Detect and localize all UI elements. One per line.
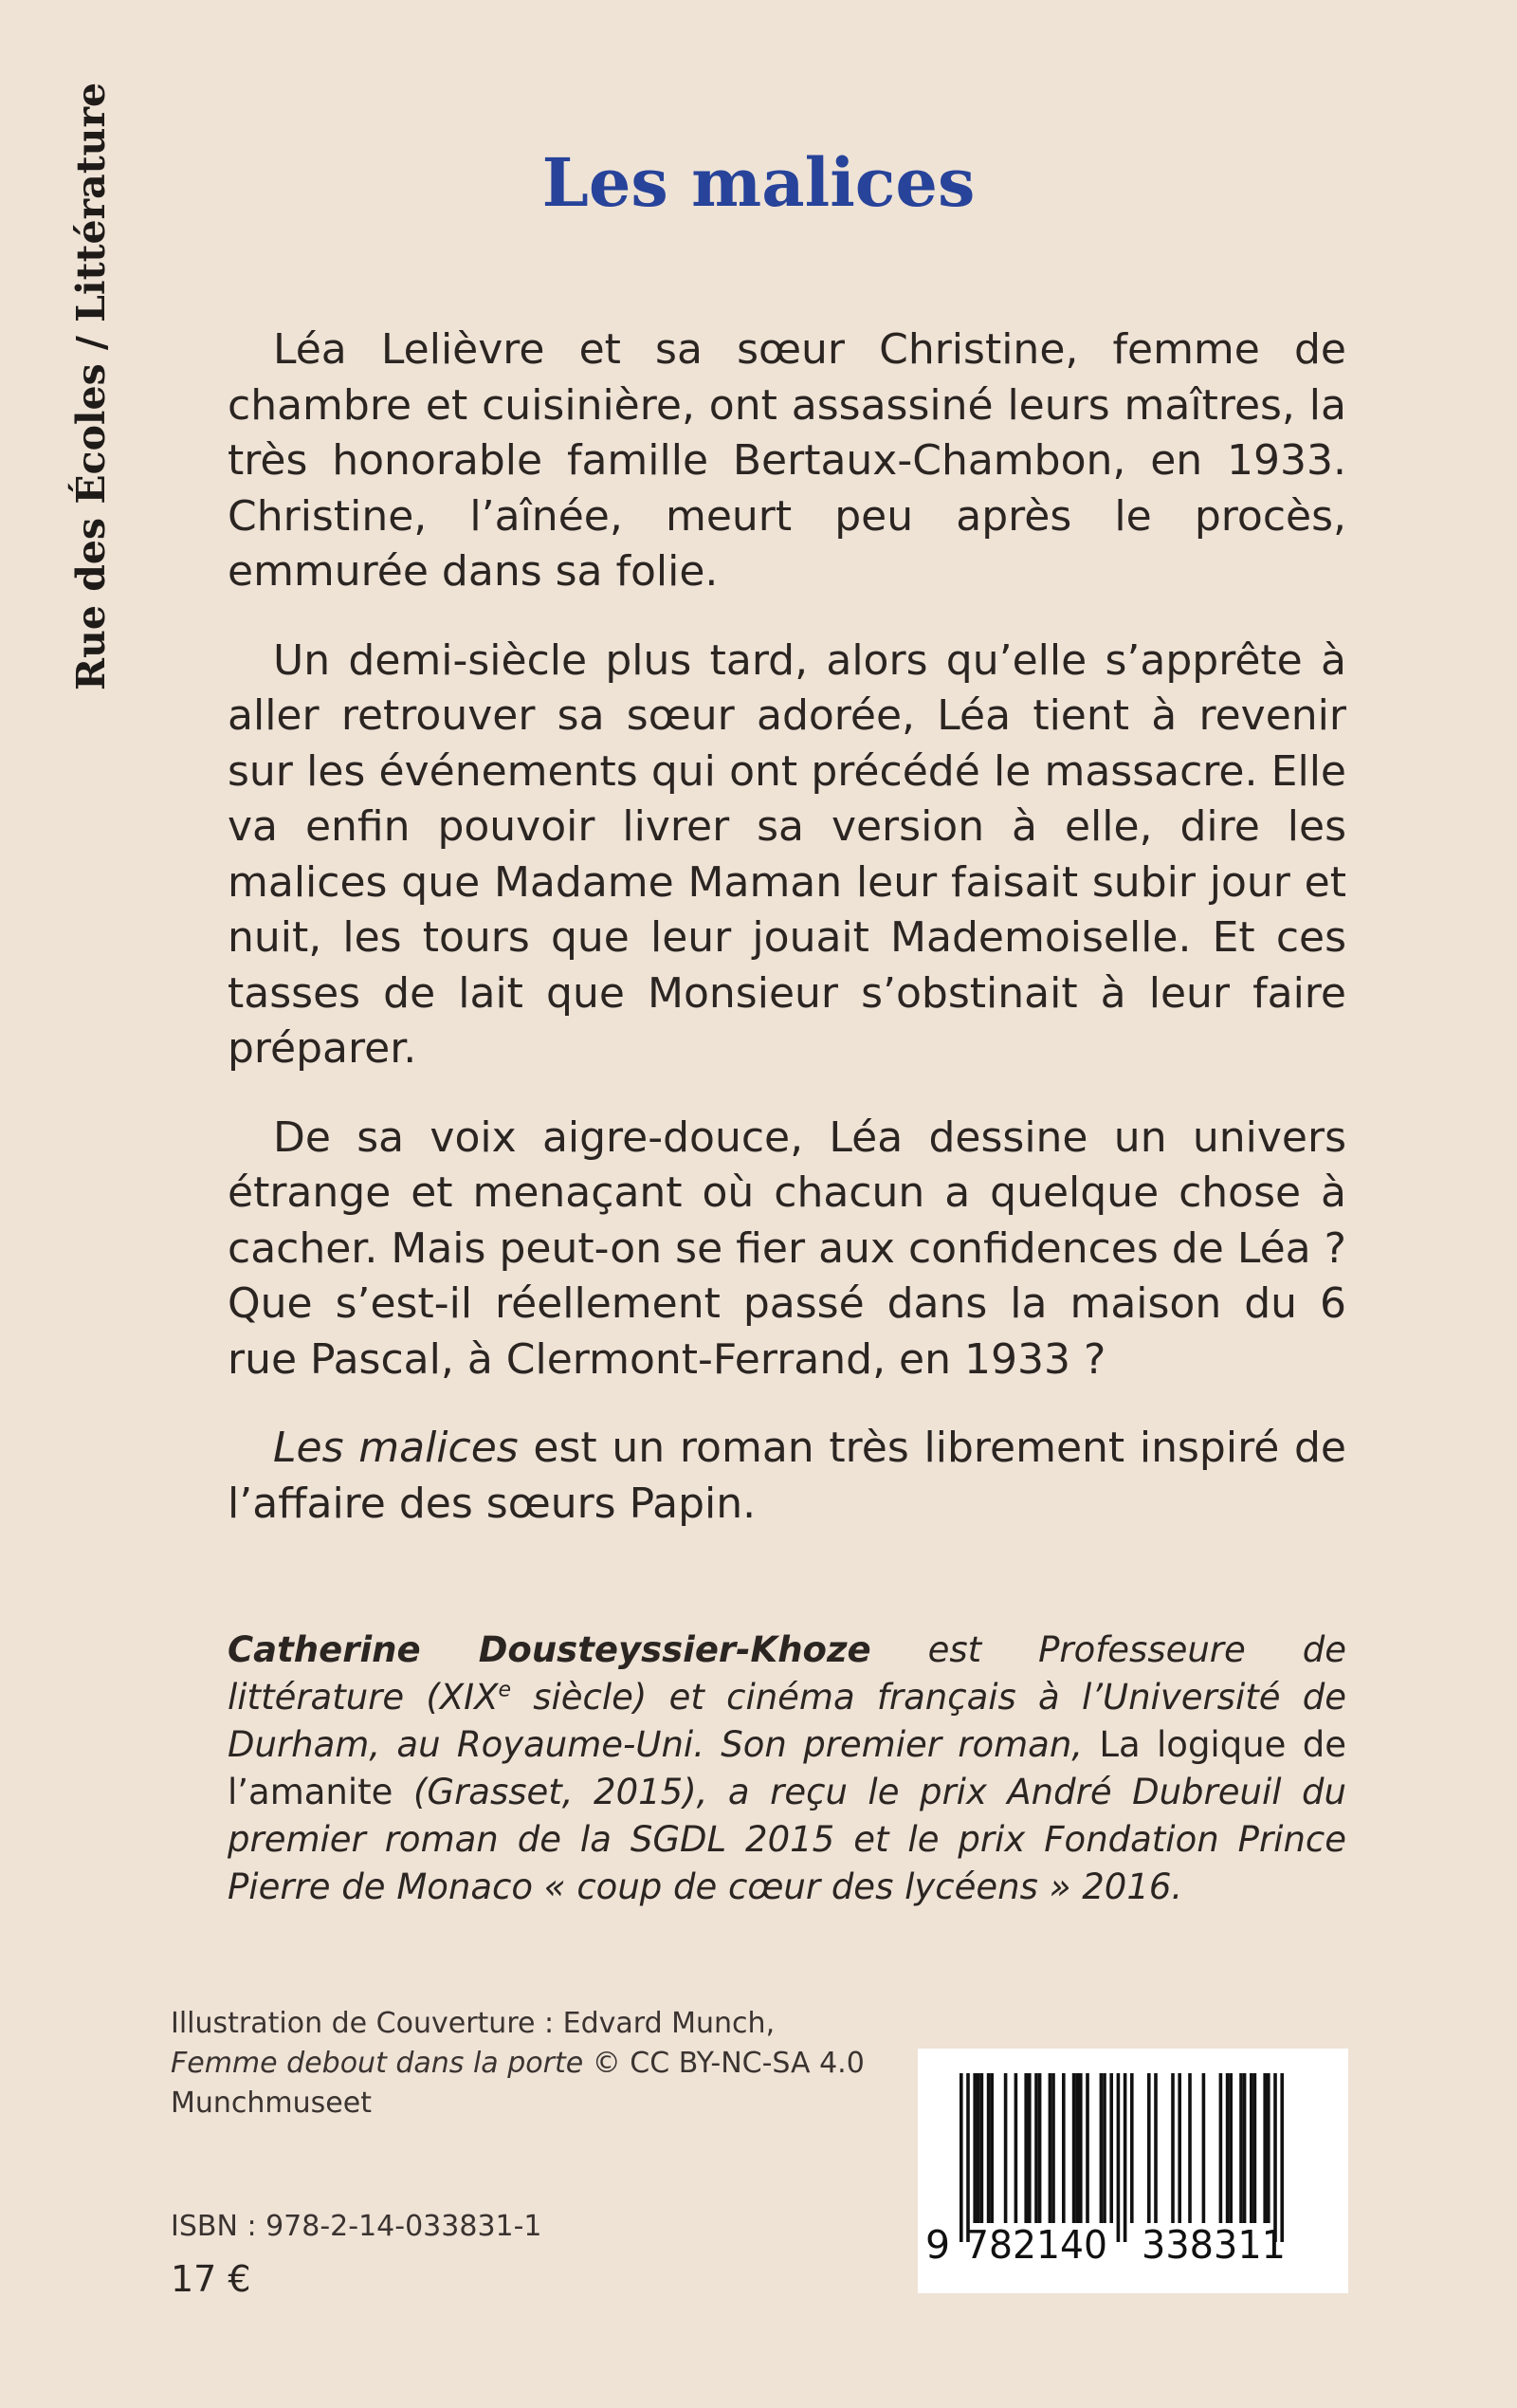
- credits-line: [171, 2044, 929, 2084]
- barcode-bar: [1051, 2073, 1055, 2223]
- barcode-bar: [1188, 2073, 1192, 2223]
- barcode-bar: [1239, 2073, 1243, 2223]
- price: 17 €: [171, 2258, 251, 2300]
- illustration-credits: [171, 2004, 929, 2123]
- blurb-paragraph: De sa voix aigre-douce, Léa dessine un univers étrange et menaçant où chacun a quelque chose à cacher. Mais peut-on se fier aux confidences de Léa ? Que s’est-il réellement passé dans la maison du 6 rue Pascal, à Clermont-Ferrand, en 1933 ?: [228, 1112, 1346, 1384]
- barcode-bar: [1263, 2073, 1267, 2223]
- isbn: ISBN : 978-2-14-033831-1: [171, 2210, 542, 2243]
- barcode-digit-first: 9: [925, 2222, 951, 2268]
- barcode-bar: [1004, 2073, 1008, 2223]
- barcode-bar: [1014, 2073, 1018, 2223]
- barcode-bar: [1273, 2073, 1277, 2242]
- barcode-bar: [1024, 2073, 1028, 2223]
- barcode-bar: [1034, 2073, 1038, 2223]
- artwork-title: Femme debout dans la porte: [171, 2047, 584, 2080]
- barcode-bar: [1103, 2073, 1106, 2223]
- barcode-bar: [1280, 2073, 1284, 2242]
- barcode-bar: [1226, 2073, 1230, 2223]
- barcode-bar: [1250, 2073, 1253, 2223]
- spine-label: Rue des Écoles / Littérature: [68, 82, 114, 690]
- barcode-bar: [980, 2073, 984, 2223]
- barcode-digits: [925, 2222, 1286, 2268]
- author-name: Catherine Dousteyssier-Khoze: [228, 1629, 871, 1670]
- barcode-bar: [1154, 2073, 1158, 2223]
- barcode: [918, 2049, 1348, 2293]
- credits-license: © CC BY-NC-SA 4.0: [583, 2047, 865, 2080]
- book-blurb: [228, 322, 1346, 1532]
- book-title: Les malices: [541, 143, 976, 222]
- barcode-bars: [960, 2073, 1284, 2242]
- barcode-bar: [1100, 2073, 1104, 2223]
- barcode-bar: [1253, 2073, 1257, 2223]
- barcode-bar: [1243, 2073, 1247, 2223]
- bio-text: (Grasset, 2015), a reçu le prix André Dubreuil du premier roman de la SGDL 2015 et le prix Fondation Prince Pierre de Monaco « coup de cœur des lycéens » 2016.: [228, 1772, 1346, 1907]
- barcode-bar: [1028, 2073, 1032, 2223]
- barcode-bar: [990, 2073, 994, 2223]
- barcode-bar: [1124, 2073, 1127, 2242]
- barcode-bar: [966, 2073, 970, 2242]
- barcode-bar: [1219, 2073, 1223, 2223]
- barcode-bar: [1178, 2073, 1181, 2223]
- blurb-book-title: Les malices: [273, 1424, 519, 1472]
- blurb-paragraph: Léa Lelièvre et sa sœur Christine, femme de chambre et cuisinière, ont assassiné leurs maîtres, la très honorable famille Bertaux-Chambon, en 1933. Christine, l’aînée, meurt peu après le procès, emmurée dans sa folie.: [228, 325, 1346, 596]
- credits-line: Munchmuseet: [171, 2086, 372, 2120]
- barcode-digit-group: 782140: [965, 2222, 1107, 2268]
- barcode-bar: [1130, 2073, 1134, 2223]
- author-bio: [228, 1627, 1346, 1911]
- bio-text: siècle) et cinéma français à l’Université de Durham, au Royaume-Uni. Son premier roman,: [228, 1677, 1346, 1765]
- barcode-bar: [1109, 2073, 1113, 2223]
- barcode-bar: [1147, 2073, 1151, 2223]
- blurb-paragraph: Un demi-siècle plus tard, alors qu’elle s’apprête à aller retrouver sa sœur adorée, Léa tient à revenir sur les événements qui ont précédé le massacre. Elle va enfin pouvoir livrer sa version à elle, dire les malices que Madame Maman leur faisait subir jour et nuit, les tours que leur jouait Mademoiselle. Et ces tasses de lait que Monsieur s’obstinait à leur faire préparer.: [228, 635, 1346, 1073]
- bio-book-title: La logique de l’amanite: [228, 1724, 1346, 1812]
- barcode-bar: [1202, 2073, 1206, 2223]
- barcode-bar: [1038, 2073, 1042, 2223]
- blurb-paragraph-text: est un roman très librement inspiré de l’affaire des sœurs Papin.: [228, 1424, 1346, 1528]
- barcode-bar: [1117, 2073, 1121, 2242]
- barcode-bar: [987, 2073, 991, 2223]
- barcode-bar: [1229, 2073, 1233, 2223]
- barcode-bar: [1267, 2073, 1270, 2223]
- credits-line: Illustration de Couverture : Edvard Munch,: [171, 2007, 776, 2040]
- barcode-digit-group: 338311: [1142, 2222, 1286, 2268]
- barcode-bar: [1049, 2073, 1052, 2223]
- barcode-bar: [1062, 2073, 1066, 2223]
- barcode-bar: [977, 2073, 980, 2223]
- barcode-bar: [1171, 2073, 1175, 2223]
- barcode-bar: [1086, 2073, 1089, 2223]
- barcode-bar: [973, 2073, 977, 2223]
- barcode-bar: [1072, 2073, 1076, 2223]
- bio-superscript: e: [498, 1678, 511, 1702]
- barcode-graphic: [918, 2049, 1348, 2293]
- barcode-bar: [1079, 2073, 1083, 2223]
- barcode-bar: [1075, 2073, 1079, 2223]
- blurb-paragraph: [228, 1421, 1346, 1532]
- bio-text: est Professeure de littérature (XIX: [228, 1629, 1347, 1718]
- barcode-bar: [960, 2073, 963, 2242]
